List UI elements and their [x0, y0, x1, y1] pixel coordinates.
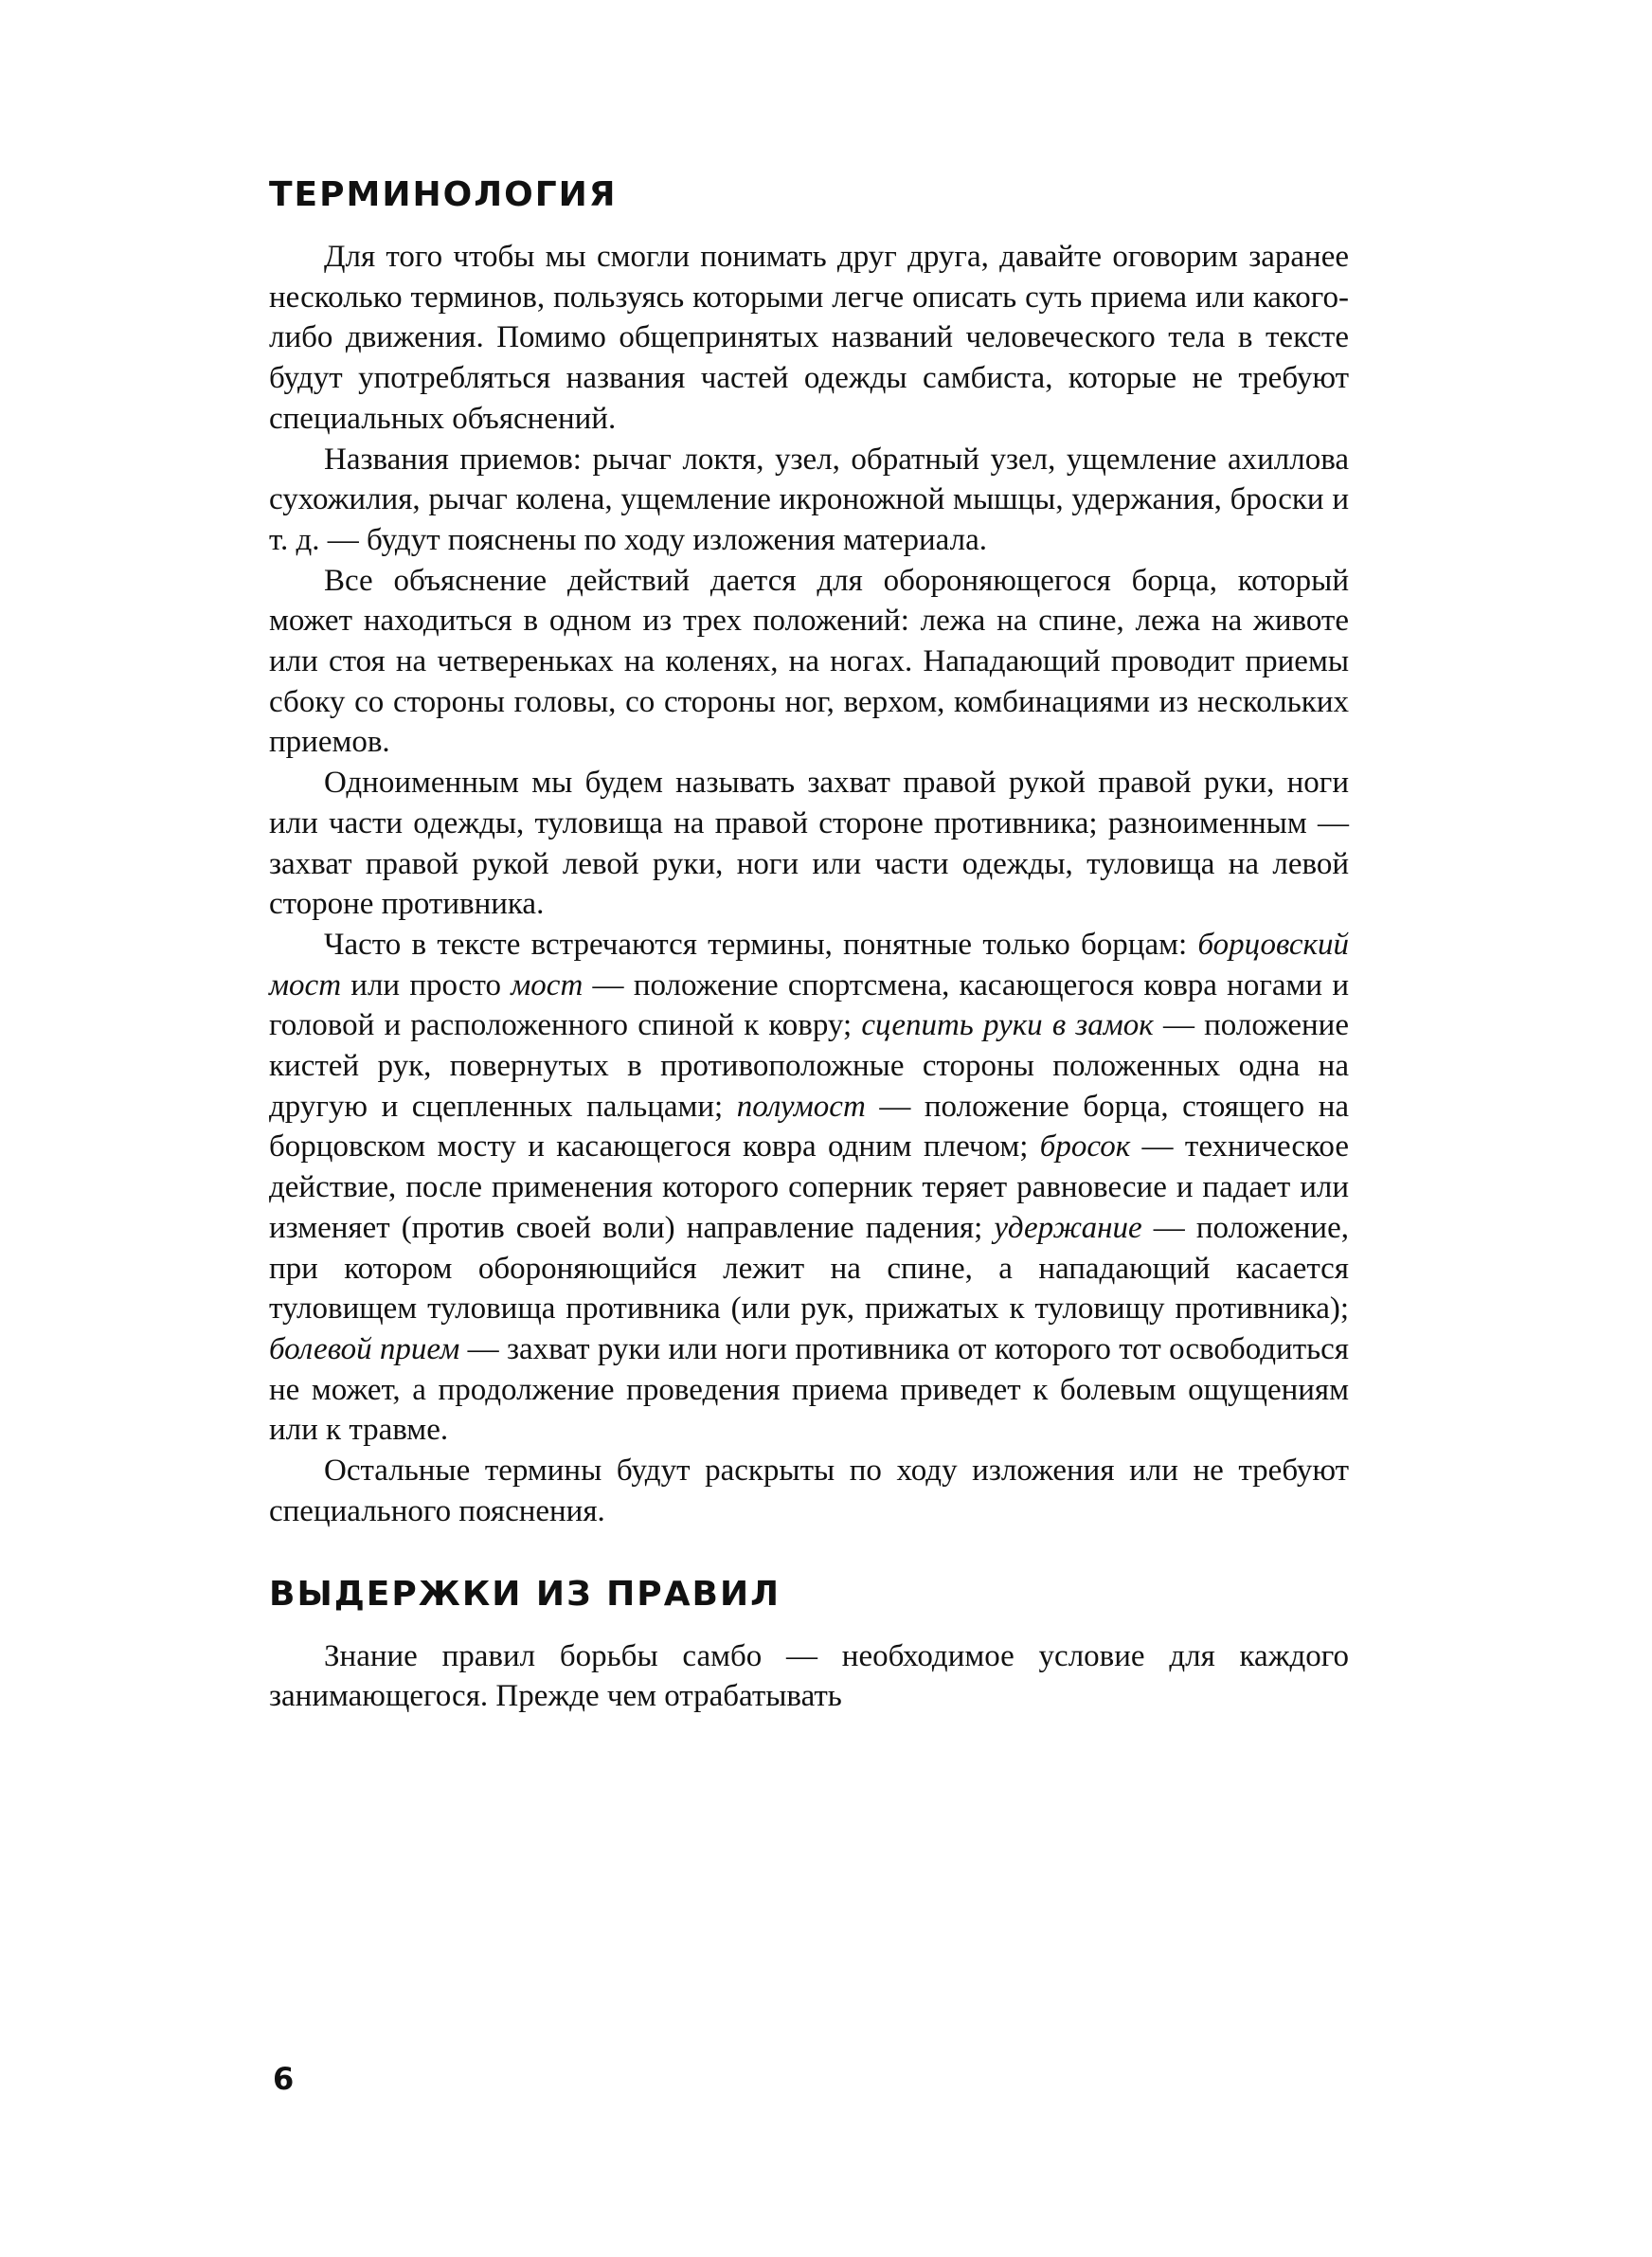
paragraph-terms: [269, 925, 1349, 1451]
page-number: 6: [273, 2061, 295, 2097]
terms-text-7: — положение, при котором обороняющийся лежит на спине, а нападающий касается туловищем туловища противника (или рук, прижатых к туловищу противника);: [269, 1210, 1349, 1327]
terms-text-8: — захват руки или ноги противника от которого тот освободиться не может, а продолжение проведения приема приведет к болевым ощущениям или к травме.: [269, 1331, 1349, 1448]
paragraph-other-terms: Остальные термины будут раскрыты по ходу изложения или не требуют специального пояснения.: [269, 1454, 1349, 1528]
terms-text-5: — положение борца, стоящего на борцовском мосту и касающегося ковра одним плечом;: [269, 1089, 1350, 1165]
term-submission: болевой прием: [269, 1331, 460, 1366]
term-wrestling-bridge: борцовский мост: [269, 927, 1349, 1002]
term-bridge: мост: [511, 967, 584, 1002]
terms-text-1: Часто в тексте встречаются термины, понятные только борцам:: [324, 927, 1198, 962]
term-throw: бросок: [1039, 1129, 1131, 1165]
terms-text-2: или просто: [341, 967, 512, 1002]
paragraph-positions: Все объяснение действий дается для обороняющегося борца, который может находиться в одном из трех положений: лежа на спине, лежа на животе или стоя на четвереньках на коленях, на ногах. Нападающий проводит приемы сбоку со стороны головы, со стороны ног, верхом, комбинациями из нескольких приемов.: [269, 563, 1349, 760]
terms-text-4: — положение кистей рук, повернутых в противоположные стороны положенных одна на другую и сцепленных пальцами;: [269, 1008, 1349, 1124]
terms-text-6: — техническое действие, после применения которого соперник теряет равновесие и падает или изменяет (против своей воли) направление падения;: [269, 1129, 1349, 1245]
term-half-bridge: полумост: [736, 1089, 866, 1124]
paragraph-rules-intro: Знание правил борьбы самбо — необходимое условие для каждого занимающегося. Прежде чем отрабатывать: [269, 1638, 1349, 1714]
paragraph-grips: Одноименным мы будем называть захват правой рукой правой руки, ноги или части одежды, туловища на правой стороне противника; разноименным — захват правой рукой левой руки, ноги или части одежды, туловища на левой стороне противника.: [269, 766, 1349, 922]
section-heading-terminology: ТЕРМИНОЛОГИЯ: [269, 175, 618, 214]
paragraph-technique-names: Названия приемов: рычаг локтя, узел, обратный узел, ущемление ахиллова сухожилия, рычаг колена, ущемление икроножной мышцы, удержания, броски и т. д. — будут пояснены по ходу изложения материала.: [269, 442, 1349, 557]
page-content: [269, 169, 1349, 1717]
term-lock-hands: сцепить руки в замок: [861, 1008, 1154, 1043]
term-hold: удержание: [994, 1210, 1142, 1245]
paragraph-intro: Для того чтобы мы смогли понимать друг друга, давайте оговорим заранее несколько терминов, пользуясь которыми легче описать суть приема или какого-либо движения. Помимо общепринятых названий человеческого тела в тексте будут употребляться названия частей одежды самбиста, которые не требуют специальных объяснений.: [269, 240, 1349, 436]
section-heading-rules: ВЫДЕРЖКИ ИЗ ПРАВИЛ: [269, 1574, 781, 1614]
terms-text-3: — положение спортсмена, касающегося ковра ногами и головой и расположенного спиной к ковру;: [269, 967, 1349, 1043]
